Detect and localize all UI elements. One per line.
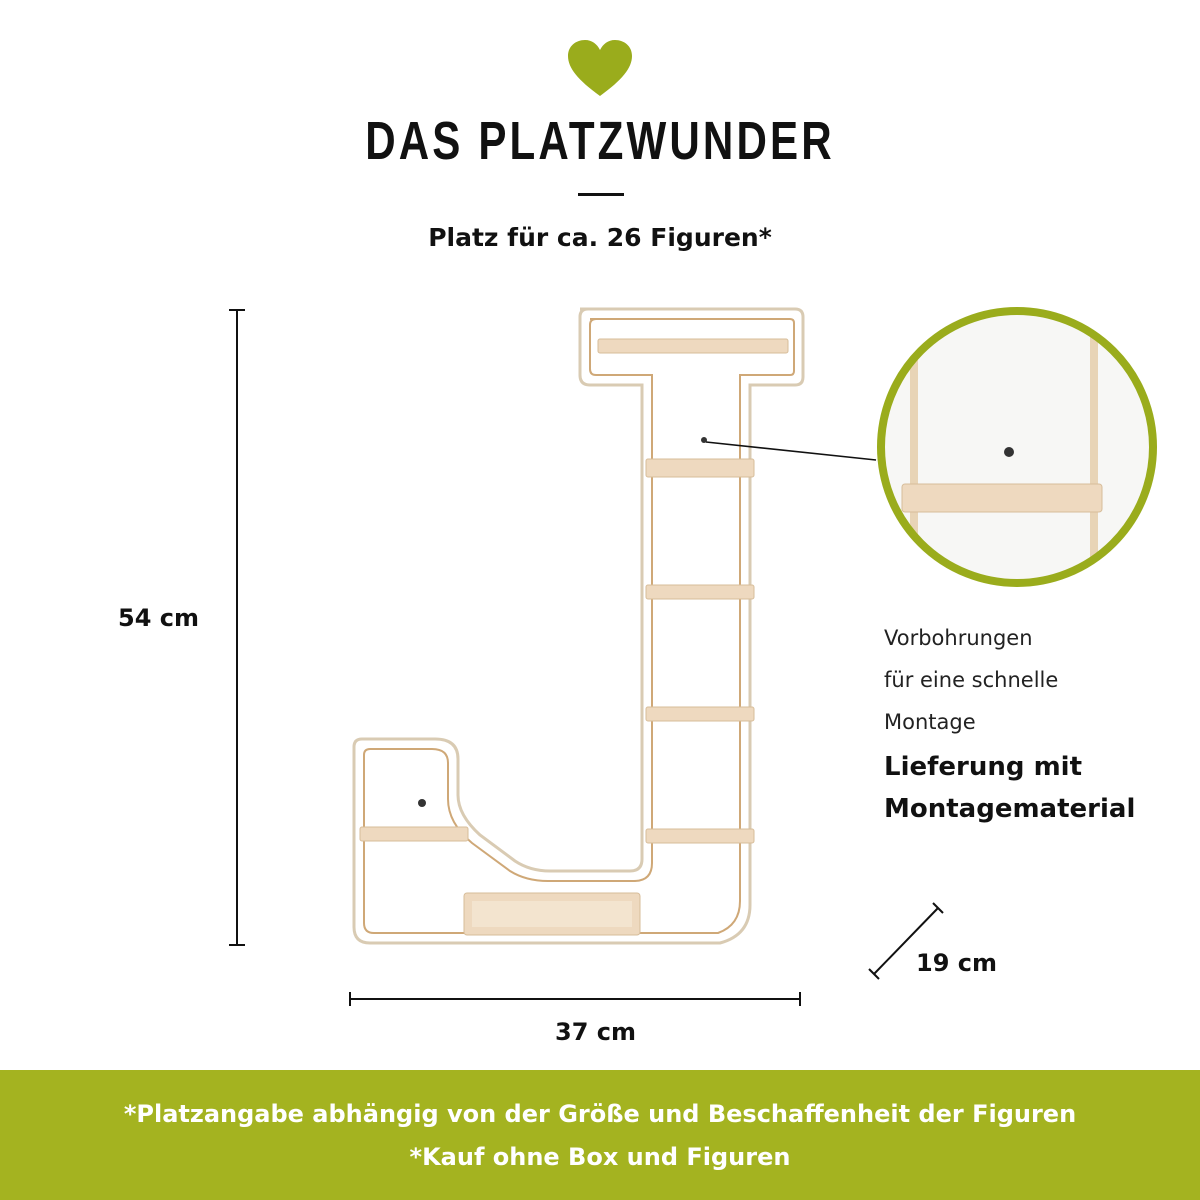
width-dimension-line: [350, 998, 800, 1000]
height-label: 54 cm: [118, 604, 199, 632]
footer-banner: [0, 1070, 1200, 1200]
pre-drilled-hole: [418, 799, 426, 807]
delivery-info: [884, 746, 1135, 830]
page-title: DAS PLATZWUNDER: [365, 111, 835, 171]
width-dimension-cap-right: [799, 992, 801, 1006]
height-dimension-cap-top: [229, 309, 245, 311]
info-line: für eine schnelle: [884, 668, 1059, 692]
j-shelf-illustration: [340, 295, 810, 955]
depth-label: 19 cm: [916, 949, 997, 977]
height-dimension-cap-bottom: [229, 944, 245, 946]
page-subtitle: Platz für ca. 26 Figuren*: [428, 223, 772, 252]
callout-line: [700, 430, 880, 470]
width-label: 37 cm: [555, 1018, 636, 1046]
info-line: Montage: [884, 710, 976, 734]
info-bold-line: Montagematerial: [884, 794, 1136, 824]
footer-note-capacity: *Platzangabe abhängig von der Größe und Beschaffenheit der Figuren: [123, 1100, 1077, 1128]
info-bold-line: Lieferung mit: [884, 752, 1082, 782]
j-shelf-body: [354, 309, 803, 943]
footer-note-purchase: *Kauf ohne Box und Figuren: [409, 1143, 791, 1171]
title-divider: [578, 193, 624, 196]
width-dimension-cap-left: [349, 992, 351, 1006]
bottom-tray-inner: [472, 901, 632, 927]
heart-icon: [568, 40, 632, 98]
info-line: Vorbohrungen: [884, 626, 1033, 650]
pre-drilled-info: [884, 617, 1058, 743]
height-dimension-line: [236, 310, 238, 946]
detail-zoom-circle: [872, 302, 1162, 592]
